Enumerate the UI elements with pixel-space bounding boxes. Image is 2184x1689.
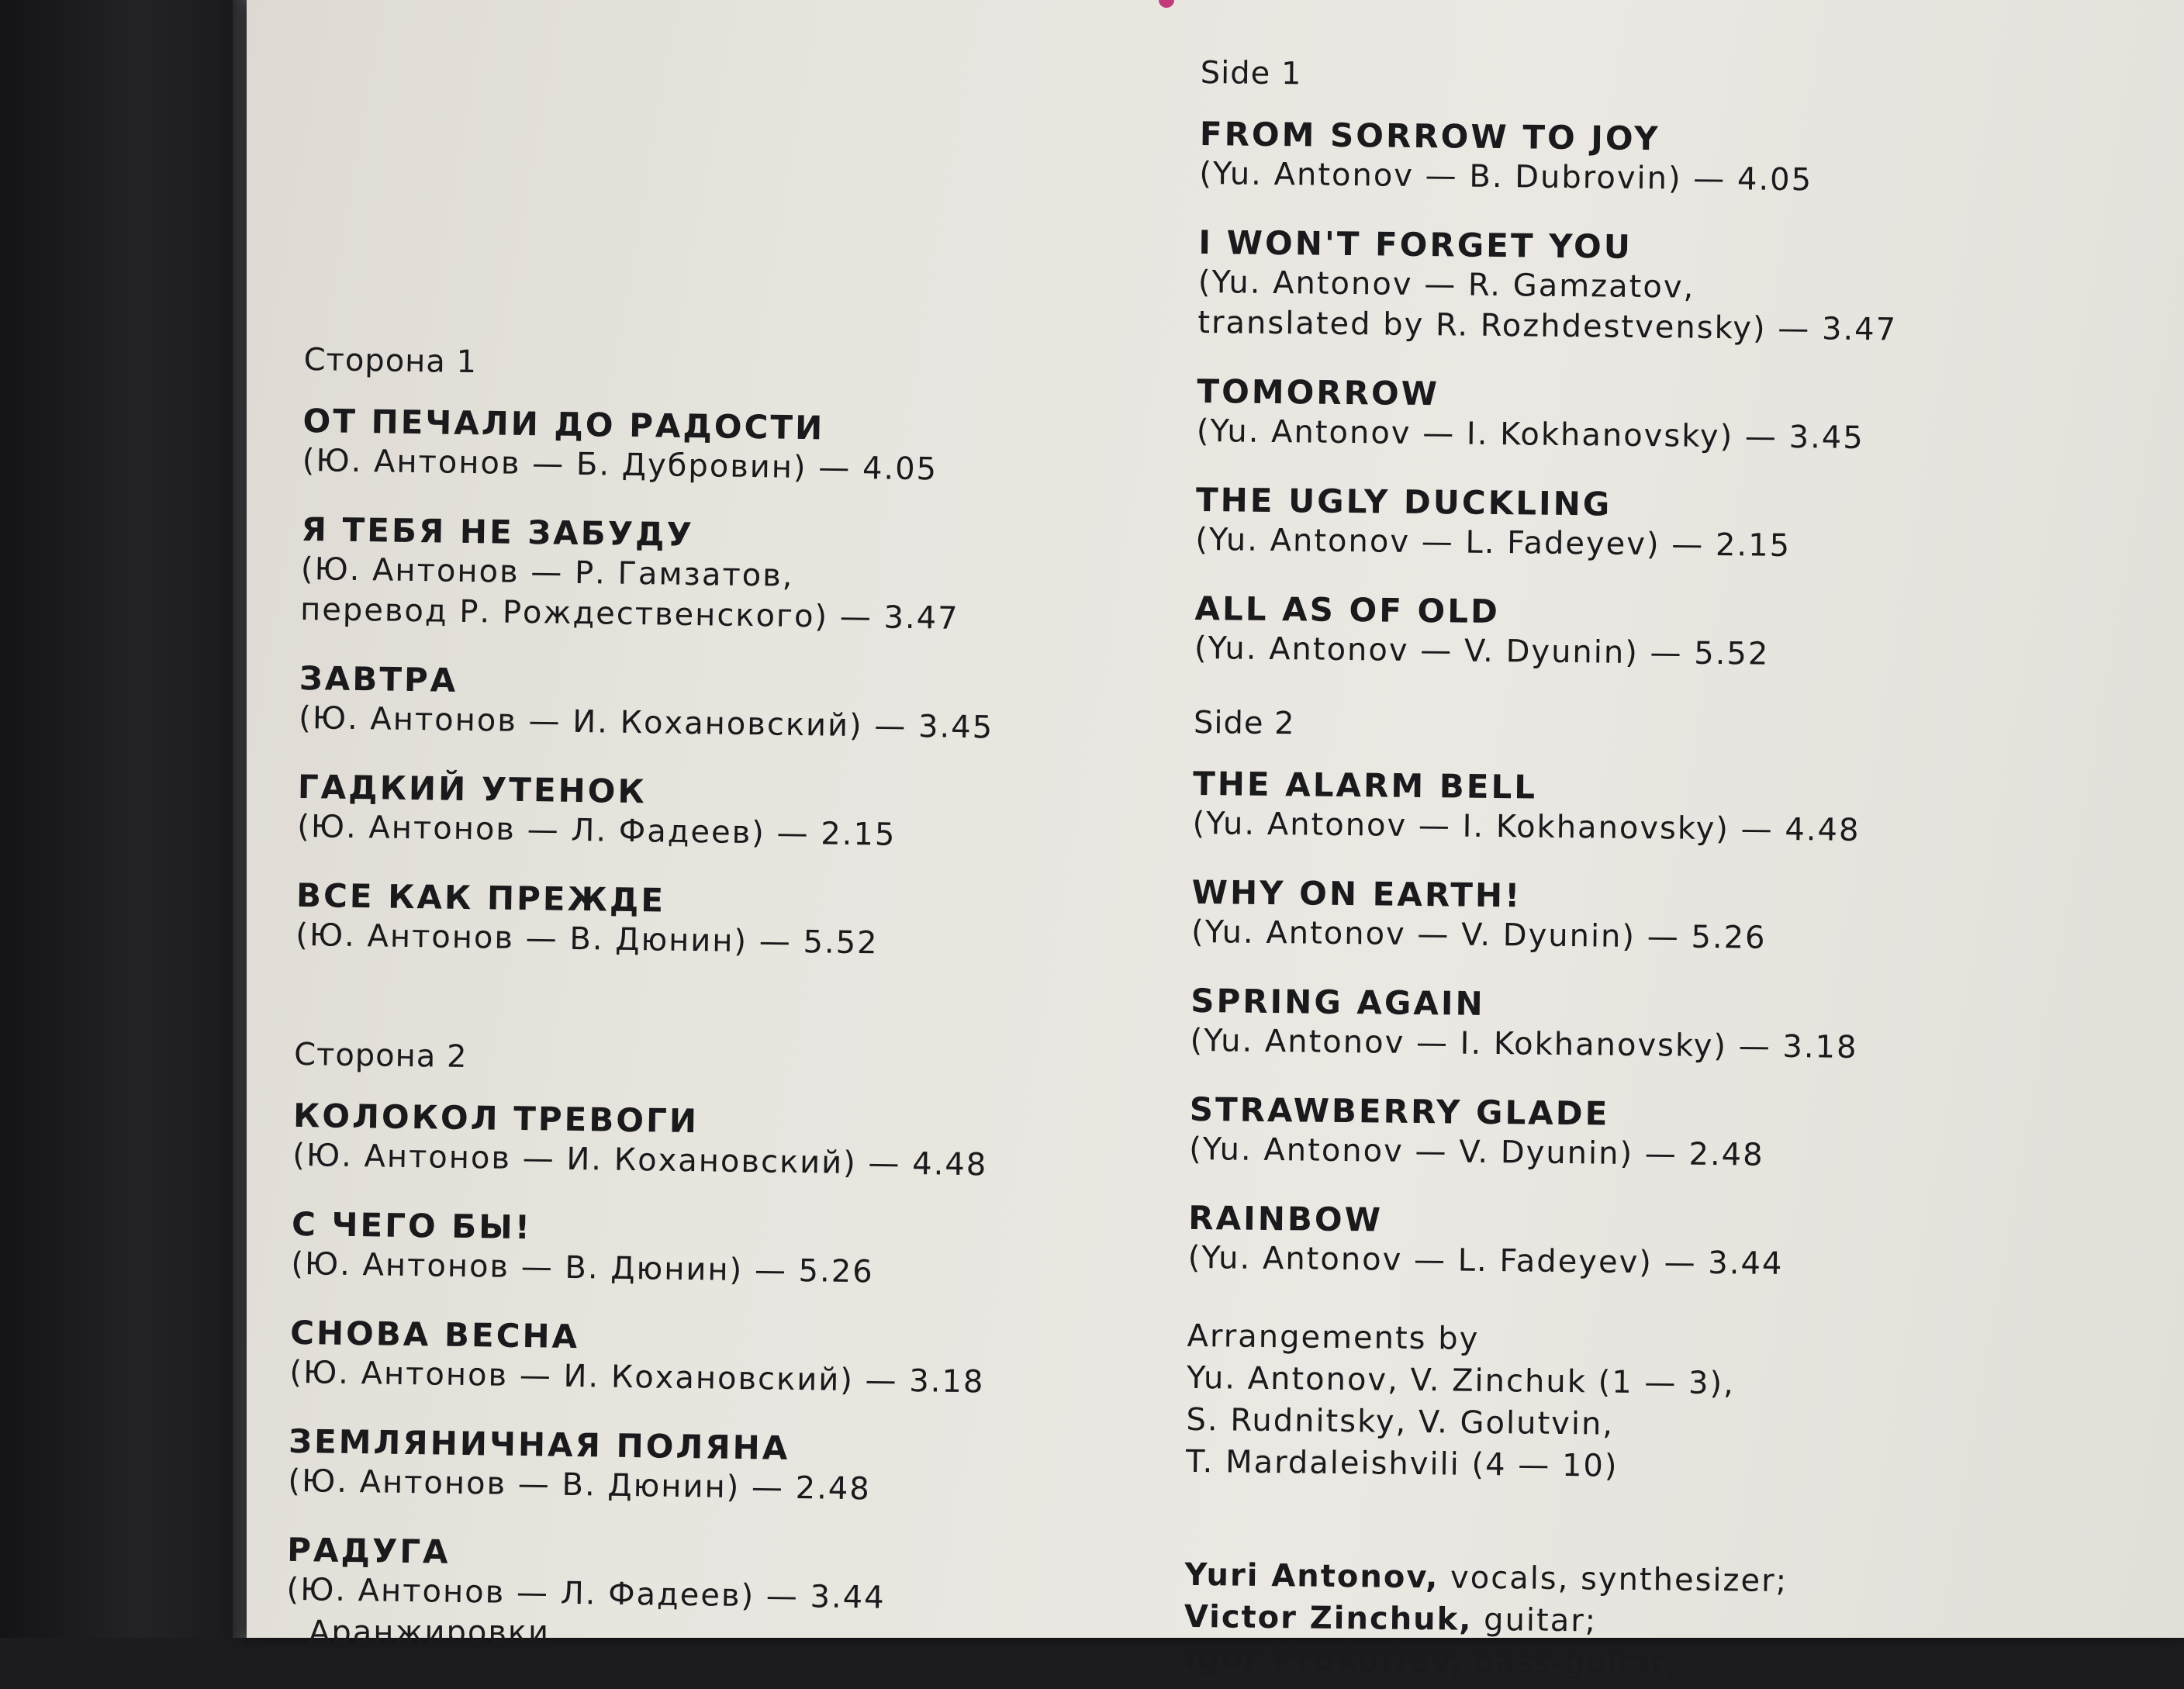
track-credit: (Yu. Antonov — I. Kokhanovsky) — 3.18	[1190, 1022, 1858, 1066]
track-credit: (Ю. Антонов — Л. Фадеев) — 3.44	[286, 1571, 886, 1616]
track-credit: (Ю. Антонов — И. Кохановский) — 3.18	[289, 1354, 985, 1401]
performer-line	[1184, 1638, 2114, 1689]
arrangements-line: Arrangements by	[1187, 1318, 1480, 1357]
performer-role: bass-guitar;	[1463, 1643, 1678, 1682]
arrangements-line: T. Mardaleishvili (4 — 10)	[1185, 1443, 1619, 1484]
track-entry	[300, 510, 1077, 641]
arrangements-line: Yu. Antonov, V. Zinchuk (1 — 3),	[1186, 1359, 1736, 1402]
track-title: ALL AS OF OLD	[1194, 589, 1501, 631]
arrangements-heading-ru-cut: Аранжировки	[309, 1615, 551, 1650]
track-entry	[1197, 372, 2128, 461]
track-entry	[1189, 1090, 2120, 1180]
track-credit: (Ю. Антонов — В. Дюнин) — 2.48	[288, 1463, 872, 1508]
track-credit: translated by R. Rozhdestvensky) — 3.47	[1197, 304, 1898, 348]
track-title: THE ALARM BELL	[1192, 764, 1538, 807]
track-entry	[1191, 873, 2123, 962]
track-title: RAINBOW	[1188, 1198, 1384, 1239]
track-entry	[295, 876, 1072, 966]
track-entry	[286, 1531, 1063, 1621]
track-credit: (Ю. Антонов — Р. Гамзатов,	[300, 551, 794, 594]
track-entry	[1195, 481, 2127, 570]
track-title: С ЧЕГО БЫ!	[291, 1204, 533, 1247]
track-entry	[292, 1097, 1069, 1186]
track-credit: (Yu. Antonov — V. Dyunin) — 5.26	[1190, 914, 1767, 956]
track-entry	[289, 1314, 1066, 1404]
side-2-tracks-ru	[286, 1097, 1069, 1621]
track-credit: (Yu. Antonov — L. Fadeyev) — 2.15	[1195, 521, 1792, 565]
track-title: Я ТЕБЯ НЕ ЗАБУДУ	[301, 509, 695, 554]
track-credit: (Yu. Antonov — I. Kokhanovsky) — 4.48	[1192, 805, 1861, 848]
performer-name: Victor Zinchuk,	[1184, 1598, 1473, 1638]
performer-role: vocals, synthesizer;	[1439, 1559, 1788, 1600]
track-entry	[299, 659, 1075, 749]
performer-name: Igor Prokofiev,	[1184, 1640, 1463, 1680]
performers-block	[1184, 1554, 2116, 1689]
track-entry	[1192, 765, 2124, 854]
track-credit: (Yu. Antonov — V. Dyunin) — 5.52	[1194, 630, 1770, 672]
track-credit: (Yu. Antonov — V. Dyunin) — 2.48	[1188, 1131, 1764, 1173]
side-1-label-ru: Сторона 1	[303, 341, 478, 381]
track-title: ОТ ПЕЧАЛИ ДО РАДОСТИ	[302, 401, 825, 447]
side-1-tracks-en	[1194, 115, 2130, 679]
russian-tracklist	[286, 341, 1080, 1650]
track-credit: (Ю. Антонов — В. Дюнин) — 5.26	[291, 1245, 874, 1290]
track-entry	[1194, 589, 2126, 679]
track-title: СНОВА ВЕСНА	[289, 1313, 580, 1356]
track-credit: (Ю. Антонов — И. Кохановский) — 3.45	[298, 699, 994, 746]
track-title: ЗЕМЛЯНИЧНАЯ ПОЛЯНА	[288, 1421, 790, 1467]
track-credit: (Ю. Антонов — Л. Фадеев) — 2.15	[296, 808, 897, 853]
track-title: I WON'T FORGET YOU	[1198, 223, 1633, 266]
track-title: РАДУГА	[286, 1530, 451, 1571]
track-entry	[1197, 223, 2130, 353]
track-title: STRAWBERRY GLADE	[1189, 1090, 1610, 1133]
track-credit: (Yu. Antonov — B. Dubrovin) — 4.05	[1199, 155, 1813, 199]
track-title: ВСЕ КАК ПРЕЖДЕ	[295, 876, 666, 920]
track-credit: (Yu. Antonov — R. Gamzatov,	[1197, 264, 1695, 306]
track-title: TOMORROW	[1197, 371, 1440, 413]
track-credit: (Yu. Antonov — I. Kokhanovsky) — 3.45	[1196, 413, 1864, 456]
track-entry	[1187, 1199, 2119, 1288]
track-entry	[291, 1205, 1067, 1295]
track-credit: (Ю. Антонов — Б. Дубровин) — 4.05	[302, 442, 938, 488]
track-title: THE UGLY DUCKLING	[1195, 480, 1612, 523]
track-title: КОЛОКОЛ ТРЕВОГИ	[292, 1096, 700, 1141]
track-entry	[297, 768, 1073, 858]
track-title: SPRING AGAIN	[1190, 981, 1485, 1023]
track-entry	[1190, 982, 2121, 1071]
side-2-label-en: Side 2	[1193, 704, 1295, 742]
side-2-tracks-en	[1187, 765, 2124, 1288]
side-2-label-ru: Сторона 2	[293, 1036, 468, 1076]
arrangements-block	[1186, 1315, 2118, 1493]
track-entry	[1199, 115, 2130, 204]
track-title: ГАДКИЙ УТЕНОК	[297, 767, 648, 811]
performer-name: Yuri Antonov,	[1184, 1556, 1439, 1596]
track-credit: (Ю. Антонов — В. Дюнин) — 5.52	[295, 917, 879, 962]
track-credit: перевод Р. Рождественского) — 3.47	[299, 591, 959, 637]
track-title: ЗАВТРА	[299, 658, 458, 699]
track-title: FROM SORROW TO JOY	[1199, 114, 1660, 158]
track-credit: (Ю. Антонов — И. Кохановский) — 4.48	[292, 1137, 988, 1183]
performer-role: guitar;	[1472, 1601, 1598, 1639]
track-entry	[302, 402, 1078, 492]
side-1-tracks-ru	[295, 402, 1079, 966]
side-1-label-en: Side 1	[1200, 54, 1302, 92]
track-title: WHY ON EARTH!	[1191, 872, 1522, 915]
english-tracklist	[1184, 54, 2131, 1689]
track-credit: (Yu. Antonov — L. Fadeyev) — 3.44	[1187, 1239, 1784, 1282]
track-entry	[288, 1422, 1064, 1512]
arrangements-line: S. Rudnitsky, V. Golutvin,	[1186, 1401, 1615, 1442]
